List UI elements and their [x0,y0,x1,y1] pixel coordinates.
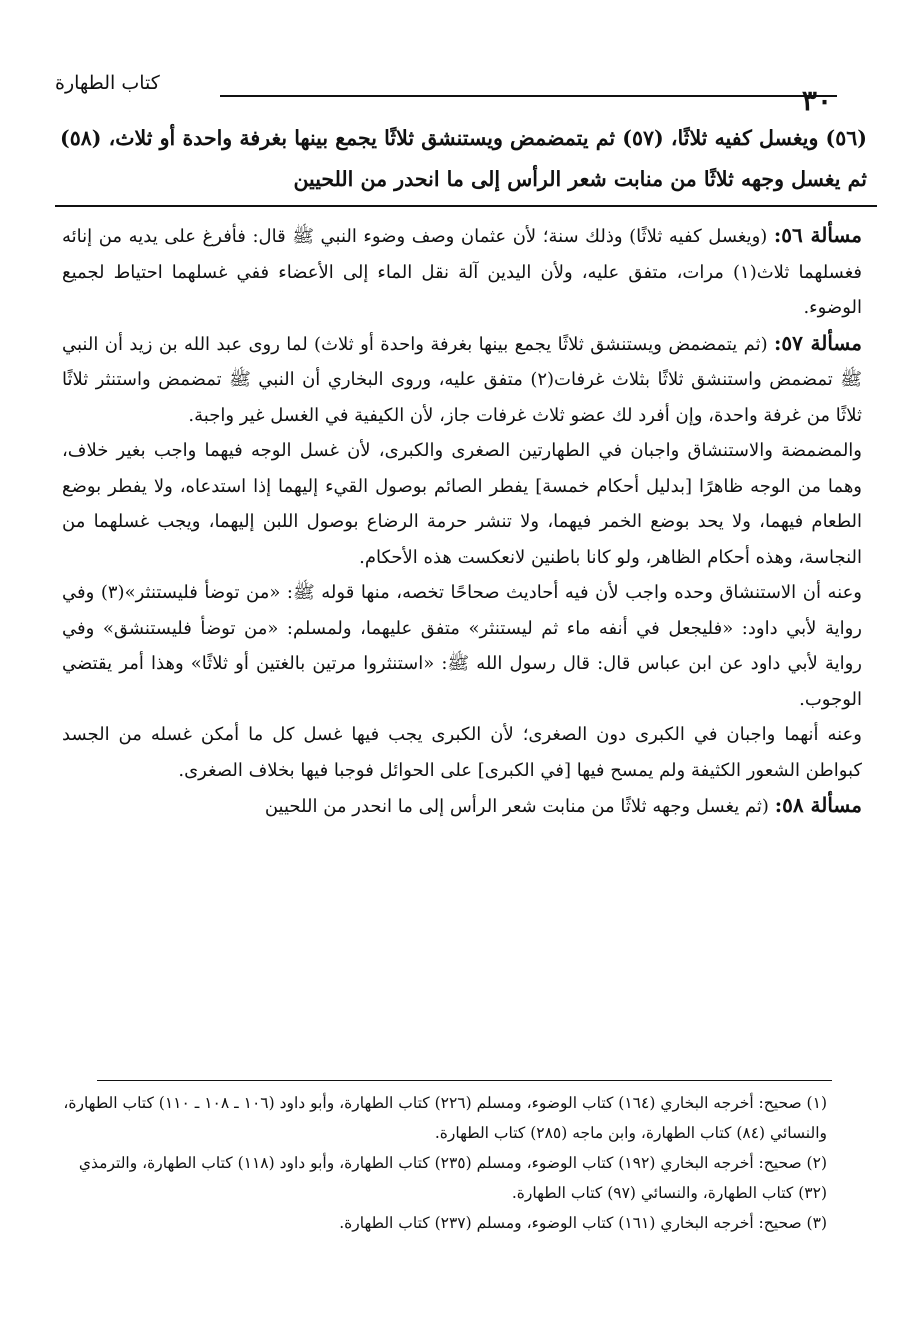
paragraph-text: وعنه أن الاستنشاق وحده واجب لأن فيه أحاديث صحاحًا تخصه، منها قوله ﷺ: «من توضأ فليستنثر»(٣) وفي رواية لأبي داود: «فليجعل في أنفه ماء ثم ليستنثر» متفق عليهما، ولمسلم: «من توضأ فليستنشق» وفي رواية لأبي داود عن ابن عباس قال: قال رسول الله ﷺ: «استنثروا مرتين بالغتين أو ثلاثًا» وهذا أمر يقتضي الوجوب. [62,582,862,710]
footnote-rule [97,1080,832,1081]
footnote-3: (٣) صحيح: أخرجه البخاري (١٦١) كتاب الوضوء، ومسلم (٢٣٧) كتاب الطهارة. [339,1214,827,1232]
paragraph-text: (ويغسل كفيه ثلاثًا) وذلك سنة؛ لأن عثمان وصف وضوء النبي ﷺ قال: فأفرغ على يديه من إنائه فغسلهما ثلاث(١) مرات، متفق عليه، ولأن اليدين آلة نقل الماء إلى الأعضاء ففي غسلهما احتياط لجميع الوضوء. [62,226,862,318]
page-number: ٣٠ [801,84,832,117]
paragraph-text: والمضمضة والاستنشاق واجبان في الطهارتين الصغرى والكبرى، لأن غسل الوجه فيهما واجب بغير خلاف، وهما من الوجه ظاهرًا [بدليل أحكام خمسة] يفطر الصائم بوصول القيء إليهما إذا استدعاه، ولا يفطر بوضع الطعام فيهما، ولا يحد بوضع الخمر فيهما، ولا تنشر حرمة الرضاع بوصول اللبن إليهما، ويجب غسلهما من النجاسة، وهذه أحكام الظاهر، ولو كانا باطنين لانعكست هذه الأحكام. [62,440,862,568]
commentary-body [62,218,862,825]
masala-56-paragraph [62,218,862,326]
matn-paragraph: (٥٦) ويغسل كفيه ثلاثًا، (٥٧) ثم يتمضمض ويستنشق ثلاثًا يجمع بينها بغرفة واحدة أو ثلاث، (٥٨) ثم يغسل وجهه ثلاثًا من منابت شعر الرأس إلى ما انحدر من اللحيين [60,126,867,191]
footnote-1: (١) صحيح: أخرجه البخاري (١٦٤) كتاب الوضوء، ومسلم (٢٢٦) كتاب الطهارة، وأبو داود (١٠٦ ـ ١٠٨ ـ ١١٠) كتاب الطهارة، والنسائي (٨٤) كتاب الطهارة، وابن ماجه (٢٨٥) كتاب الطهارة. [63,1094,827,1142]
footnote-2: (٢) صحيح: أخرجه البخاري (١٩٢) كتاب الوضوء، ومسلم (٢٣٥) كتاب الطهارة، وأبو داود (١١٨) كتاب الطهارة، والترمذي (٣٢) كتاب الطهارة، والنسائي (٩٧) كتاب الطهارة. [78,1154,827,1202]
istinshaq-paragraph [62,575,862,717]
paragraph-text: وعنه أنهما واجبان في الكبرى دون الصغرى؛ لأن الكبرى يجب فيها غسل كل ما أمكن غسله من الجسد كبواطن الشعور الكثيفة ولم يمسح فيها [في الكبرى] على الحوائل فوجبا فيها بخلاف الصغرى. [62,724,862,781]
kubra-paragraph [62,717,862,788]
masala-58-paragraph [62,788,862,825]
page-header [55,60,832,117]
header-rule [220,95,837,97]
masala-57-paragraph [62,326,862,434]
madmada-paragraph [62,433,862,575]
masala-label: مسألة ٥٨: [774,793,862,817]
footnotes [62,1088,827,1238]
running-title: كتاب الطهارة [55,72,160,94]
matn-separator-rule [55,205,877,207]
masala-label: مسألة ٥٦: [773,223,862,247]
matn-text [60,118,867,200]
paragraph-text: (ثم يتمضمض ويستنشق ثلاثًا يجمع بينها بغرفة واحدة أو ثلاث) لما روى عبد الله بن زيد أن النبي ﷺ تمضمض واستنشق ثلاثًا بثلاث غرفات(٢) متفق عليه، وروى البخاري أن النبي ﷺ تمضمض واستنثر ثلاثًا ثلاثًا من غرفة واحدة، وإن أفرد لك عضو ثلاث غرفات جاز، لأن الكيفية في الغسل غير واجبة. [62,333,862,426]
paragraph-text: (ثم يغسل وجهه ثلاثًا من منابت شعر الرأس إلى ما انحدر من اللحيين [264,796,775,817]
masala-label: مسألة ٥٧: [774,330,862,355]
